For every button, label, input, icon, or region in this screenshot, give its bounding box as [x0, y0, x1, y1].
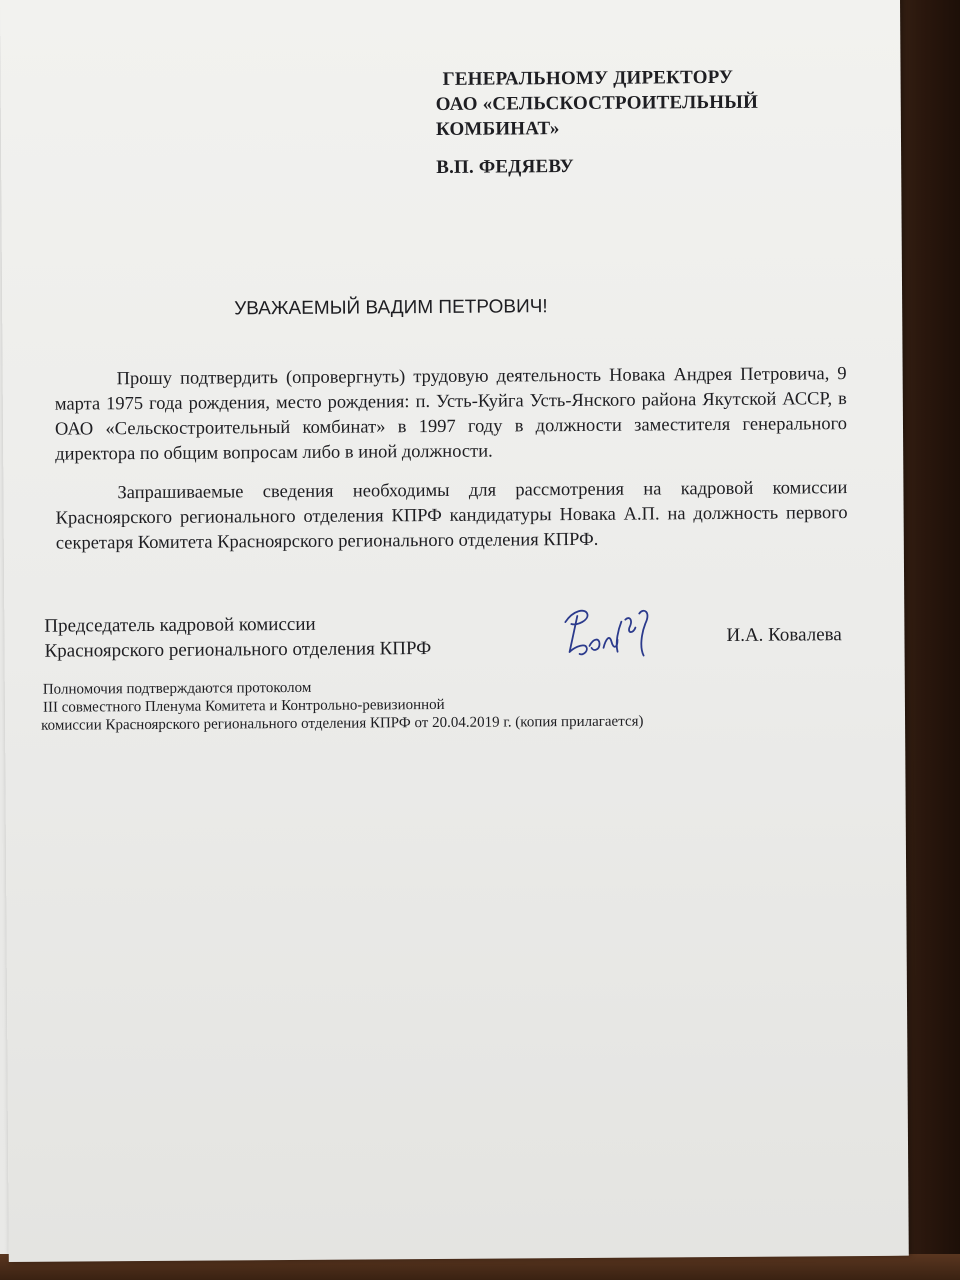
addressee-position: ГЕНЕРАЛЬНОМУ ДИРЕКТОРУ	[442, 66, 734, 90]
addressee-block	[435, 65, 758, 180]
paragraph-purpose: Запрашиваемые сведения необходимы для рассмотрения на кадровой комиссии Красноярского регионального отделения КПРФ кандидатуры Новака А.П. на должность первого секретаря Комитета Красноярского регионального отделения КПРФ.	[55, 478, 848, 554]
paragraph-request: Прошу подтвердить (опровергнуть) трудовую деятельность Новака Андрея Петровича, 9 марта 1975 года рождения, место рождения: п. Усть-Куйга Усть-Янского района Якутской АССР, в ОАО «Сельскостроительный комбинат» в 1997 году в должности заместителя генерального директора по общим вопросам либо в иной должности.	[54, 364, 848, 465]
handwritten-signature	[559, 603, 664, 666]
signature-block	[44, 608, 864, 674]
authority-note	[43, 677, 644, 735]
salutation: УВАЖАЕМЫЙ ВАДИМ ПЕТРОВИЧ!	[234, 296, 548, 320]
addressee-company-line2: КОМБИНАТ»	[435, 118, 560, 140]
authority-note-line2: III совместного Пленума Комитета и Контрольно-ревизионной	[42, 696, 445, 716]
letter-body	[55, 362, 848, 571]
signatory-title-line2: Красноярского регионального отделения КПРФ	[44, 638, 432, 662]
authority-note-line3: комиссии Красноярского регионального отделения КПРФ от 20.04.2019 г. (копия прилагается)	[41, 713, 644, 734]
addressee-company-line1: ОАО «СЕЛЬСКОСТРОИТЕЛЬНЫЙ	[435, 91, 759, 115]
authority-note-line1: Полномочия подтверждаются протоколом	[42, 679, 312, 698]
signatory-title-line1: Председатель кадровой комиссии	[44, 613, 316, 637]
addressee-name: В.П. ФЕДЯЕВУ	[436, 155, 574, 178]
signatory-name: И.А. Ковалева	[726, 624, 842, 646]
